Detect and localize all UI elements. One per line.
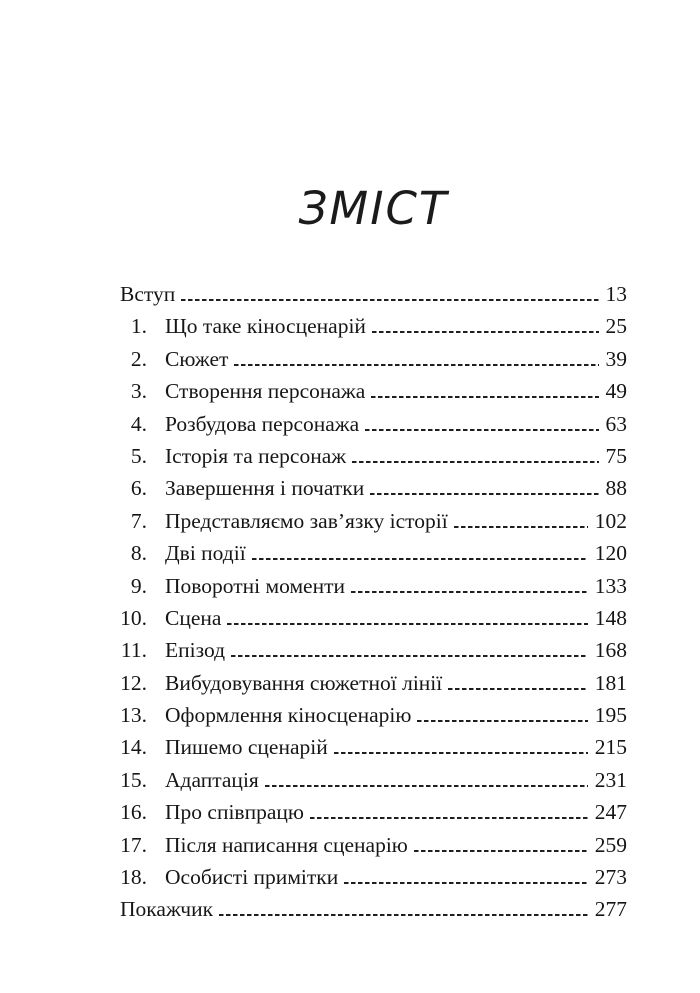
toc-entry <box>120 861 627 893</box>
toc-entry <box>120 570 627 602</box>
chapter-title: Оформлення кіносценарію <box>165 703 412 728</box>
chapter-number: 6. <box>130 476 147 501</box>
page-number: 120 <box>594 541 627 566</box>
chapter-title: Особисті примітки <box>165 865 339 890</box>
toc-entry <box>120 634 627 666</box>
chapter-number: 17. <box>120 832 147 857</box>
toc-entry <box>120 440 627 472</box>
chapter-number: 4. <box>130 411 147 436</box>
page-number: 88 <box>605 476 627 501</box>
chapter-number: 16. <box>120 800 147 825</box>
dot-leader <box>231 655 588 657</box>
dot-leader <box>414 850 588 852</box>
toc-entry <box>120 667 627 699</box>
page-number: 102 <box>594 508 627 533</box>
table-of-contents <box>120 278 627 926</box>
chapter-number: 11. <box>120 638 147 663</box>
toc-entry <box>120 893 627 925</box>
dot-leader <box>334 752 588 754</box>
toc-entry <box>120 310 627 342</box>
chapter-title: Покажчик <box>120 897 214 922</box>
page-number: 49 <box>605 379 627 404</box>
dot-leader <box>371 396 598 398</box>
chapter-number: 15. <box>120 767 147 792</box>
chapter-title: Вступ <box>120 282 176 306</box>
chapter-number: 10. <box>120 605 147 630</box>
chapter-number: 7. <box>130 508 147 533</box>
dot-leader <box>265 785 588 787</box>
dot-leader <box>310 817 588 819</box>
dot-leader <box>227 623 587 625</box>
chapter-number: 2. <box>130 346 147 371</box>
chapter-number: 1. <box>130 314 147 339</box>
toc-entry <box>120 764 627 796</box>
toc-entry <box>120 537 627 569</box>
chapter-title: Вибудовування сюжетної лінії <box>165 670 443 695</box>
page-number: 148 <box>594 605 627 630</box>
page-number: 63 <box>605 411 627 436</box>
chapter-number: 3. <box>130 379 147 404</box>
page-number: 195 <box>594 703 627 728</box>
dot-leader <box>181 299 598 301</box>
toc-entry <box>120 602 627 634</box>
toc-entry <box>120 796 627 828</box>
toc-entry <box>120 375 627 407</box>
dot-leader <box>344 882 588 884</box>
chapter-title: Розбудова персонажа <box>165 411 360 436</box>
toc-entry <box>120 408 627 440</box>
toc-entry <box>120 505 627 537</box>
chapter-title: Дві події <box>165 541 246 566</box>
page-number: 247 <box>594 800 627 825</box>
chapter-title: Завершення і початки <box>165 476 365 501</box>
toc-entry <box>120 829 627 861</box>
page-title: ЗМІСТ <box>298 182 449 235</box>
chapter-number: 5. <box>130 443 147 468</box>
chapter-title: Поворотні моменти <box>165 573 345 598</box>
chapter-title: Створення персонажа <box>165 379 366 404</box>
chapter-title: Що таке кіносценарій <box>165 314 366 339</box>
page-number: 75 <box>605 443 627 468</box>
page-number: 181 <box>594 670 627 695</box>
page-number: 273 <box>594 865 627 890</box>
dot-leader <box>448 688 588 690</box>
dot-leader <box>351 591 588 593</box>
chapter-title: Епізод <box>165 638 226 663</box>
toc-entry <box>120 343 627 375</box>
toc-entry <box>120 699 627 731</box>
dot-leader <box>219 914 588 916</box>
page-number: 133 <box>594 573 627 598</box>
page-number: 259 <box>594 832 627 857</box>
chapter-title: Після написання сценарію <box>165 832 408 857</box>
toc-entry <box>120 731 627 763</box>
chapter-title: Пишемо сценарій <box>165 735 328 760</box>
page-number: 39 <box>605 346 627 371</box>
page-number: 215 <box>594 735 627 760</box>
chapter-title: Про співпрацю <box>165 800 304 825</box>
chapter-number: 9. <box>130 573 147 598</box>
chapter-title: Представляємо зав’язку історії <box>165 508 448 533</box>
dot-leader <box>365 429 598 431</box>
dot-leader <box>252 558 588 560</box>
dot-leader <box>417 720 587 722</box>
dot-leader <box>372 331 599 333</box>
dot-leader <box>234 364 598 366</box>
page-number: 231 <box>594 767 627 792</box>
dot-leader <box>454 526 588 528</box>
chapter-number: 12. <box>120 670 147 695</box>
toc-entry <box>120 472 627 504</box>
chapter-number: 8. <box>130 541 147 566</box>
page-number: 168 <box>594 638 627 663</box>
page-number: 25 <box>605 314 627 339</box>
chapter-title: Сюжет <box>165 346 229 371</box>
chapter-number: 14. <box>120 735 147 760</box>
dot-leader <box>370 493 598 495</box>
chapter-title: Адаптація <box>165 767 259 792</box>
page-number: 277 <box>594 897 627 922</box>
chapter-title: Сцена <box>165 605 222 630</box>
chapter-number: 13. <box>120 703 147 728</box>
dot-leader <box>352 461 598 463</box>
page-number: 13 <box>605 282 627 306</box>
chapter-number: 18. <box>120 865 147 890</box>
toc-entry <box>120 278 627 310</box>
chapter-title: Історія та персонаж <box>165 443 347 468</box>
